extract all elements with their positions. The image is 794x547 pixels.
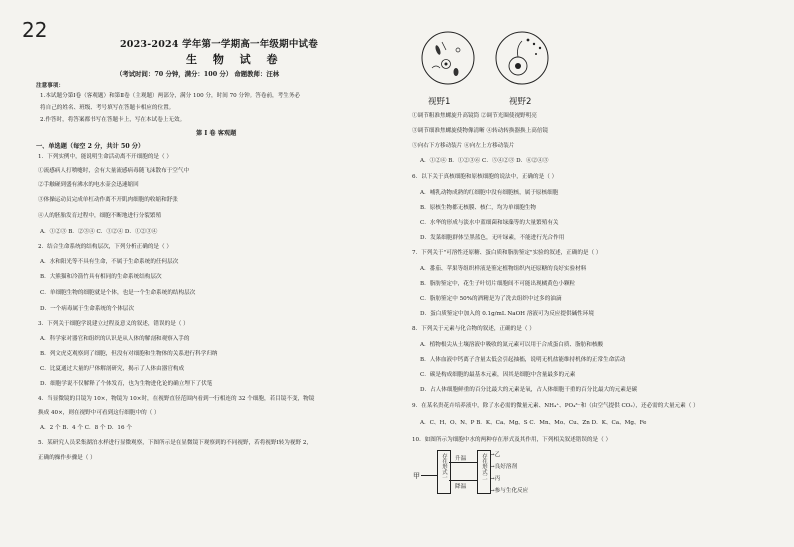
question-line: B．脂肪鉴定中，花生子叶切片细胞间不可能出现橘黄色小颗粒	[420, 281, 576, 287]
question-line: 7．下列关于"可溶性还原糖、蛋白质和脂肪鉴定"实验的叙述，正确的是（ ）	[412, 250, 602, 256]
view2-label: 视野2	[509, 97, 532, 107]
notice-line: 将自己的姓名、班级、考号填写在答题卡相应的位置。	[40, 105, 175, 111]
diagram-box-form2: 存在形式二	[477, 450, 491, 494]
handwritten-number: 22	[22, 18, 48, 42]
question-line: B．大熊猫和冷箭竹具有相同的生命系统结构层次	[40, 274, 162, 280]
subject-title: 生 物 试 卷	[186, 53, 284, 66]
diagram-down-label: 降温	[455, 484, 467, 490]
question-line: A．科学家对器官和组织的认识是从人体的解剖和观察入手的	[40, 336, 190, 342]
question-line: 9．在某名贵花卉培养液中，除了水必需的微量元素、NH₄⁺、PO₄³⁻和（由空气提供 CO₂），还必需的大量元素（ ）	[412, 403, 699, 409]
question-line: C．比夏通过大量的尸体解剖研究，揭示了人体由器官构成	[40, 366, 185, 372]
question-line: A．植物根尖从土壤溶液中吸收的氮元素可以用于合成蛋白质、脂肪和核酸	[420, 342, 604, 348]
microscope-views-figure	[412, 28, 562, 92]
view2-circle	[496, 32, 548, 84]
question-line: 换成 40×，则在视野中可看到这行细胞中的（ ）	[38, 410, 160, 416]
question-line: 正确的操作步骤是（ ）	[38, 455, 96, 461]
question-line: ③体操运动员完成单杠动作离不开肌肉细胞的收缩和舒张	[38, 197, 178, 203]
question-line: D．发菜细胞群体呈黑蓝色，无叶绿素，不能进行光合作用	[420, 235, 565, 241]
question-line: 1．下列实例中，能说明生命活动离不开细胞的是（ ）	[38, 154, 172, 160]
question-line: C．单细胞生物的细胞就是个体，也是一个生命系统的结构层次	[40, 290, 196, 296]
question-line: 5．某研究人员采集湖泊水样进行显微观察，下图所示是在显微镜下观察到的不同视野，若将视野Ⅰ转为视野 2，	[38, 440, 313, 446]
section-title: 一、单选题（每空 2 分，共计 50 分）	[36, 143, 145, 150]
question-line: D．细胞学说不仅解释了个体发育，也为生物进化论的确立埋下了伏笔	[40, 381, 213, 387]
question-line: B．原核生物都无核膜、核仁，均为单细胞生物	[420, 205, 536, 211]
question-line: ①调节粗准焦螺旋升高镜筒 ②调节光圈使视野明亮	[412, 113, 537, 119]
view1-label: 视野1	[428, 97, 451, 107]
question-line: B．人体血液中钙离子含量太低会引起抽搐，说明无机盐能维持机体的正常生命活动	[420, 357, 626, 363]
question-line: A．2 个 B．4 个 C．8 个 D．16 个	[40, 425, 132, 431]
question-line: B．列文虎克观察到了细胞，但没有对细胞和生物体的关系进行科学归纳	[40, 351, 218, 357]
view1-circle	[422, 32, 474, 84]
diagram-up-label: 升温	[455, 456, 467, 462]
question-line: A．①②④ B．①②③⑥ C．⑤④②③ D．⑥②④③	[420, 158, 549, 164]
question-line: D．蛋白质鉴定中加入的 0.1g/mL NaOH 溶液可为反应提供碱性环境	[420, 311, 594, 317]
question-line: A．C、H、O、N、P B．K、Ca、Mg、S C．Mn、Mo、Cu、Zn D．K、Ca、Mg、Fe	[420, 420, 647, 426]
diagram-label-bing: →丙	[490, 476, 501, 482]
question-line: 3．下列关于细胞学说建立过程及意义的叙述，错误的是（ ）	[38, 321, 189, 327]
question-line: 6．以下关于真核细胞和原核细胞的说法中，正确的是（ ）	[412, 174, 558, 180]
question-line: 8．下列关于元素与化合物的叙述，正确的是（ ）	[412, 326, 535, 332]
question-line: 4．当显微镜的目镜为 10×，物镜为 10×时，在视野直径范围内看到一行相连的 32 个细胞，若目镜不变，物镜	[38, 396, 315, 402]
diagram-box-form1: 存在形式一	[437, 450, 451, 494]
question-line: A．哺乳动物成熟的红细胞中没有细胞核，属于原核细胞	[420, 190, 559, 196]
diagram-up-arrow	[449, 462, 477, 463]
exam-title: 2023-2024 学年第一学期高一年级期中试卷	[120, 39, 318, 50]
question-line: ③调节细准焦螺旋使物像清晰 ④转动转换器换上高倍镜	[412, 128, 549, 134]
diagram-down-arrow	[449, 480, 477, 481]
question-line: 2．结合生命系统的结构层次，下列分析正确的是（ ）	[38, 244, 172, 250]
diagram-arrow-line	[421, 475, 437, 476]
question-line: C．水华的形成与淡水中蓝细菌和绿藻等的大量繁殖有关	[420, 220, 559, 226]
exam-info: （考试时间：70 分钟，满分：100 分） 命题教师：汪林	[116, 70, 280, 78]
question-line: A．水和阳光等不具有生命，不属于生命系统的任何层次	[40, 259, 179, 265]
part1-title: 第 Ⅰ 卷 客观题	[196, 130, 237, 137]
question-line: A．番茄、苹果等组织样液是鉴定植物组织内还原糖的良好实验材料	[420, 266, 587, 272]
question-line: ④人的胚胎发育过程中，细胞不断地进行分裂繁殖	[38, 213, 162, 219]
notice-line: 2.作答时，将答案都书写在答题卡上，写在本试卷上无效。	[40, 117, 186, 123]
notice-line: 1.本试题分第Ⅰ卷（客观题）和第Ⅱ卷（主观题）两部分，满分 100 分，时间 70 分钟。答卷前，考生务必	[40, 93, 301, 99]
question-line: ②手触碰到盛有沸水的电水壶会迅速缩回	[38, 182, 139, 188]
diagram-jia: 甲	[413, 472, 420, 480]
diagram-label-reaction: →参与生化反应	[490, 488, 529, 494]
notice-label: 注意事项：	[36, 83, 64, 89]
question-line: ⑤向右下方移动装片 ⑥向左上方移动装片	[412, 143, 515, 149]
question-line: D．占人体细胞鲜重的百分比最大的元素是氧，占人体细胞干重的百分比最大的元素是碳	[420, 387, 638, 393]
question-line: C．碳是构成细胞的最基本元素，因其是细胞中含量最多的元素	[420, 372, 576, 378]
diagram-label-solvent: →良好溶剂	[490, 464, 518, 470]
question-line: ①流感病人打喷嚏时，会有大量流感病毒随飞沫散布于空气中	[38, 168, 190, 174]
question-line: D．一个病毒属于生命系统的个体层次	[40, 306, 134, 312]
question-line: C．脂肪鉴定中 50%的酒精是为了洗去组织中过多的油滴	[420, 296, 562, 302]
question-line: A．①②③ B．②③④ C．①②④ D．①②③④	[40, 229, 158, 235]
diagram-label-yi: →乙	[490, 452, 501, 458]
question-line: 10．如图所示为细胞中水的两种存在形式及其作用，下列相关叙述错误的是（ ）	[412, 437, 612, 443]
